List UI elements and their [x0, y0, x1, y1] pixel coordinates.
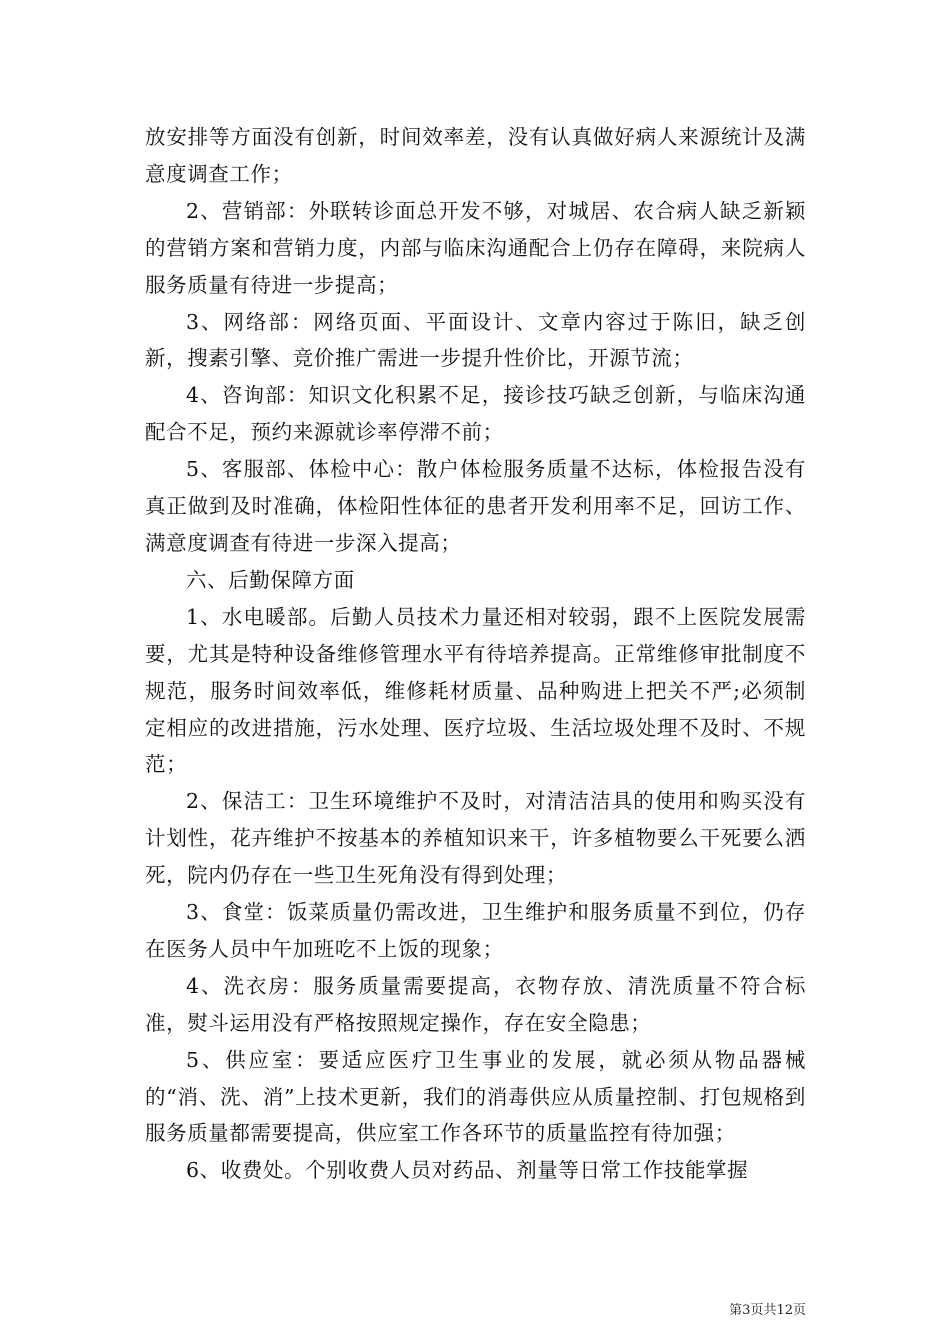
section-heading-logistics: 六、后勤保障方面 — [186, 567, 355, 592]
page-number: 第3页共12页 — [729, 1303, 806, 1318]
paragraph-utilities: 1、水电暖部。后勤人员技术力量还相对较弱，跟不上医院发展需要，尤其是特种设备维修管理水平有待培养提高。正常维修审批制度不规范，服务时间效率低，维修耗材质量、品种购进上把关不严;必须制定相应的改进措施，污水处理、医疗垃圾、生活垃圾处理不及时、不规范； — [145, 604, 806, 777]
paragraph-marketing: 2、营销部：外联转诊面总开发不够，对城居、农合病人缺乏新颖的营销方案和营销力度，内部与临床沟通配合上仍存在障碍，来院病人服务质量有待进一步提高； — [145, 198, 806, 297]
document-body — [145, 119, 806, 1189]
paragraph-canteen: 3、食堂：饭菜质量仍需改进，卫生维护和服务质量不到位，仍存在医务人员中午加班吃不上饭的现象； — [145, 900, 806, 961]
paragraph-customer-service: 5、客服部、体检中心：散户体检服务质量不达标，体检报告没有真正做到及时准确，体检阳性体征的患者开发利用率不足，回访工作、满意度调查有待进一步深入提高； — [145, 457, 806, 555]
paragraph-cleaning: 2、保洁工：卫生环境维护不及时，对清洁洁具的使用和购买没有计划性，花卉维护不按基本的养植知识来干，许多植物要么干死要么洒死，院内仍存在一些卫生死角没有得到处理； — [145, 789, 806, 888]
paragraph-billing: 6、收费处。个别收费人员对药品、剂量等日常工作技能掌握 — [186, 1158, 749, 1183]
paragraph-consulting: 4、咨询部：知识文化积累不足，接诊技巧缺乏创新，与临床沟通配合不足，预约来源就诊率停滞不前； — [145, 383, 806, 445]
paragraph-continuation: 放安排等方面没有创新，时间效率差，没有认真做好病人来源统计及满意度调查工作； — [145, 125, 806, 186]
paragraph-supply-room: 5、供应室：要适应医疗卫生事业的发展，就必须从物品器械的“消、洗、消”上技术更新，我们的消毒供应从质量控制、打包规格到服务质量都需要提高，供应室工作各环节的质量监控有待加强； — [145, 1047, 806, 1146]
paragraph-laundry: 4、洗衣房：服务质量需要提高，衣物存放、清洗质量不符合标准，熨斗运用没有严格按照规定操作，存在安全隐患； — [145, 973, 806, 1035]
paragraph-network: 3、网络部：网络页面、平面设计、文章内容过于陈旧，缺乏创新，搜素引擎、竞价推广需进一步提升性价比，开源节流； — [145, 309, 806, 371]
